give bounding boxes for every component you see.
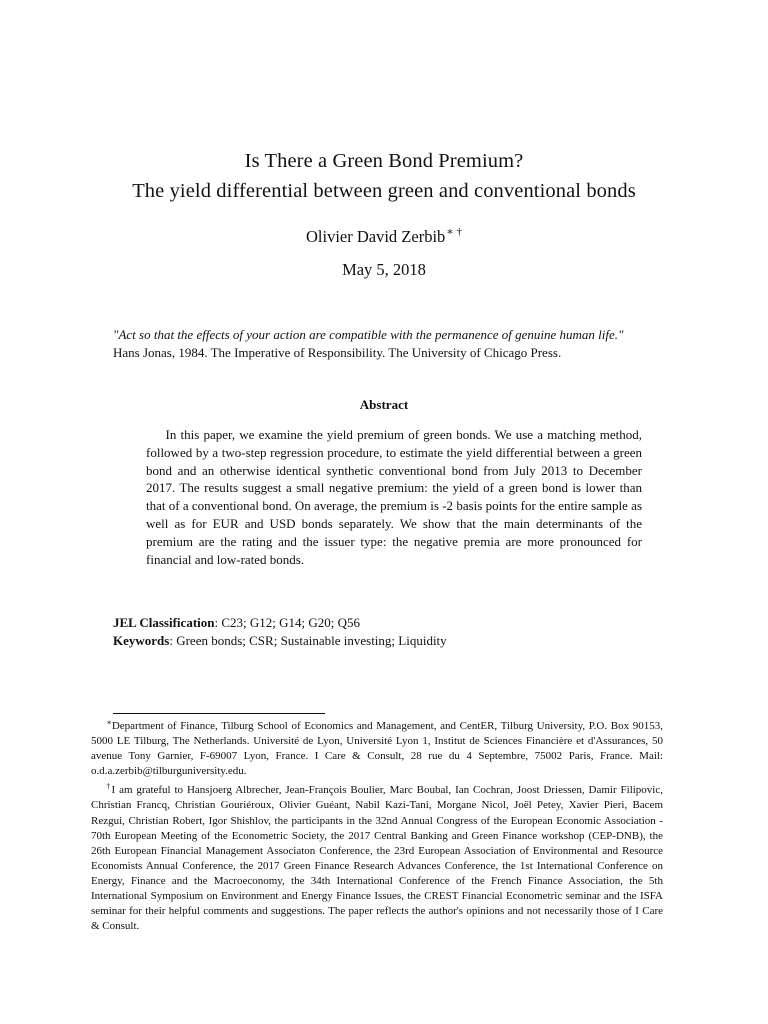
keywords-list: : Green bonds; CSR; Sustainable investing; Liquidity xyxy=(169,633,447,648)
abstract-heading: Abstract xyxy=(359,397,409,412)
abstract-body: In this paper, we examine the yield premium of green bonds. We use a matching method, followed by a two-step regression procedure, to estimate the yield differential between a green bond and an otherwise identical synthetic conventional bond from July 2013 to December 2017. The results suggest a small negative premium: the yield of a green bond is lower than that of a conventional bond. On average, the premium is -2 basis points for the entire sample as well as for EUR and USD bonds separately. We show that the main determinants of the premium are the rating and the issuer type: the negative premia are more pronounced for financial and low-rated bonds. xyxy=(146,427,642,567)
footnote-mark: † xyxy=(106,782,112,792)
footnote-divider xyxy=(113,713,325,714)
publication-date: May 5, 2018 xyxy=(342,260,426,279)
epigraph-source: Hans Jonas, 1984. The Imperative of Responsibility. The University of Chicago Press. xyxy=(113,345,562,360)
footnote-mark: ∗ xyxy=(106,718,112,727)
epigraph xyxy=(113,326,673,362)
jel-codes: : C23; G12; G14; G20; Q56 xyxy=(214,615,361,630)
jel-label: JEL Classification xyxy=(113,615,215,630)
title-line-2: The yield differential between green and conventional bonds xyxy=(132,180,636,202)
footnote-text: Department of Finance, Tilburg School of Economics and Management, and CentER, Tilburg University, P.O. Box 90153, 5000 LE Tilburg, The Netherlands. Université de Lyon, Université Lyon 1, Institut de Sciences Financière et d'Assurances, 50 avenue Tony Garnier, F-69007 Lyon, France. I Care & Consult, 28 rue du 4 Septembre, 75002 Paris, France. Mail: o.d.a.zerbib@tilburguniversity.edu. xyxy=(91,720,663,778)
footnote-text: I am grateful to Hansjoerg Albrecher, Jean-François Boulier, Marc Boubal, Ian Cochran, Joost Driessen, Damir Filipovic, Christian Francq, Christian Gouriéroux, Olivier Guéant, Nabil Kazi-Tani, Morgane Nicol, Joël Petey, Xavier Pieri, Bacem Rezgui, Christian Robert, Igor Shishlov, the participants in the 32nd Annual Congress of the European Economic Association - 70th European Meeting of the Econometric Society, the 2017 Central Banking and Green Finance workshop (CEP-DNB), the 26th European Financial Management Associaton Conference, the 23rd European Association of Environmental and Resource Economists Annual Conference, the 2017 Green Finance Research Advances Conference, the 1st International Conference on Energy, Finance and the Macroeconomy, the 34th International Conference of the French Finance Association, the 5th International Symposium on Environment and Energy Finance Issues, the CREST Financial Econometric seminar and the ISFA seminar for their helpful comments and suggestions. The paper reflects the author's opinions and not necessarily those of I Care & Consult. xyxy=(91,784,664,933)
author-name: Olivier David Zerbib xyxy=(305,227,446,246)
jel-classification xyxy=(113,614,447,632)
epigraph-quote: "Act so that the effects of your action are compatible with the permanence of genuine human life." xyxy=(113,327,624,342)
keywords-label: Keywords xyxy=(113,633,170,648)
footnote-acknowledgements xyxy=(91,779,663,934)
author-footnote-marks: ∗ † xyxy=(446,226,463,238)
footnote-affiliation xyxy=(91,715,663,779)
keywords xyxy=(113,632,447,650)
title-line-1: Is There a Green Bond Premium? xyxy=(244,150,524,172)
paper-title xyxy=(0,146,768,206)
footnotes xyxy=(91,715,663,934)
author-line xyxy=(0,225,768,247)
classification-block xyxy=(113,614,447,650)
